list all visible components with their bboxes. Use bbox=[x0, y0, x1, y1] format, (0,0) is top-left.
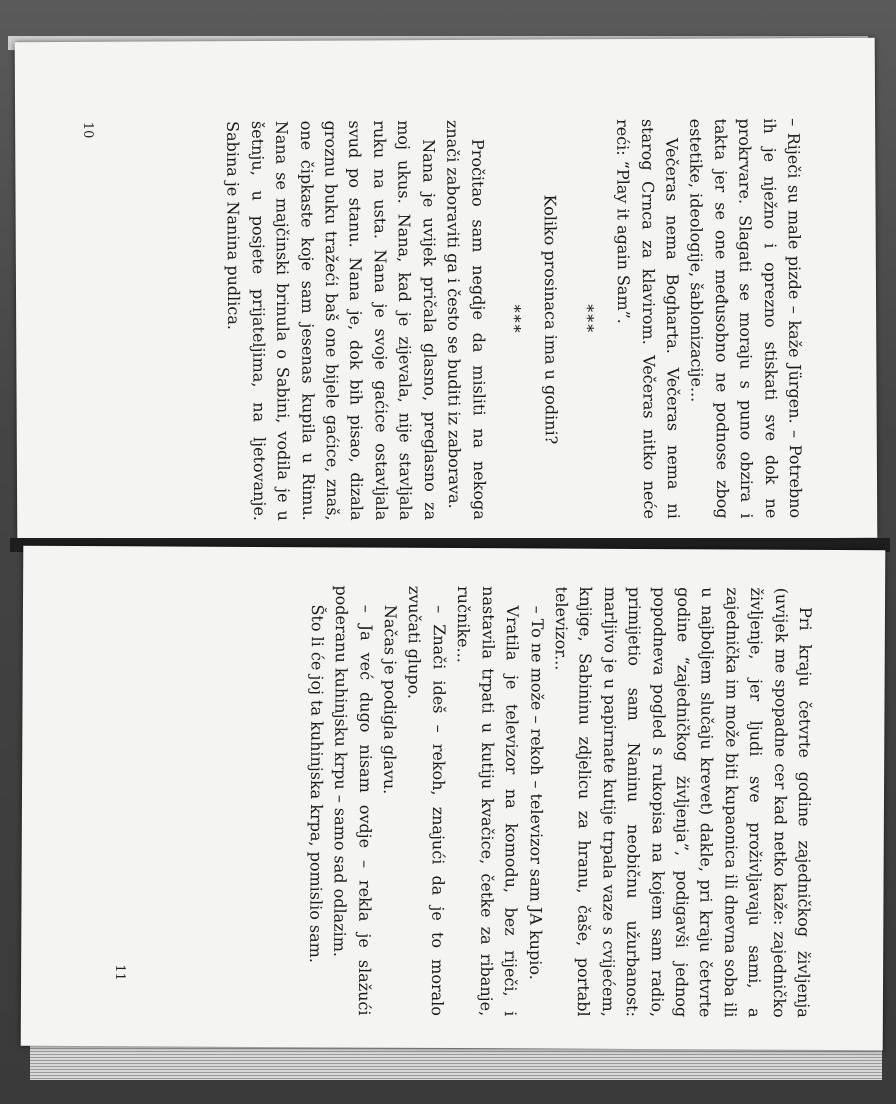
paragraph: Pročitao sam negdje da misliti na nekoga znači zaboraviti ga i često se buditi iz zaborava. bbox=[443, 119, 489, 520]
paragraph: – To ne može – rekoh – televizor sam JA kupio. bbox=[525, 605, 547, 980]
paragraph: Što li će joj ta kuhinjska krpa, pomislio sam. bbox=[306, 604, 327, 964]
page-number-left: 10 bbox=[80, 121, 96, 139]
paragraph: Koliko prosinaca ima u godini? bbox=[540, 194, 562, 445]
paragraph: – Ja već dugo nisam ovdje – rekla je slažući poderanu kuhinjsku krpu – samo sad odlazim. bbox=[330, 585, 376, 1016]
section-separator: *** bbox=[505, 304, 525, 335]
paragraph: – Znači ideš – rekoh, znajući da je to moralo zvučati glupo. bbox=[405, 585, 449, 1016]
paragraph: – Riječi su male pizde – kaže Jürgen. – Potrebno ih je nježno i oprezno stiskati sve dok ne prokrvare. Slagati se moraju s puno obzira i takta jer se one međusobno ne podnose zbog estetike, ideologije, šablonizacije... bbox=[686, 118, 806, 519]
section-separator: *** bbox=[577, 304, 597, 335]
paragraph: Načas je podigla glavu. bbox=[380, 604, 401, 795]
paragraph: Nana je uvijek pričala glasno, preglasno za moj ukus. Nana, kad je zijevala, nije stavljala ruku na usta. Nana je svoje gaćice ostavljala svud po stanu. Nana je, dok bih pisao, dizala groznu buku tražeći baš one bijele gaćice, znaš, one čipkaste koje sam jesenas kupila u Rimu. Nana se majčinski brinula o Sabini, vodila je u šetnju, u posjete prijateljima, na ljetovanje. Sabina je Nanina pudlica. bbox=[223, 120, 440, 522]
book-page-left bbox=[15, 38, 878, 542]
right-page-text bbox=[302, 585, 817, 1018]
page-number-right: 11 bbox=[112, 964, 128, 981]
paragraph: Pri kraju četvrte godine zajedničkog življenja (uvijek me spopadne cer kad netko kaže: zajedničko življenje, jer ljudi sve proživljavaju sami, a zajednička im može biti kupaonica ili dnevna soba ili u najboljem slučaju krevet) dakle, pri kraju četvrte godine “zajedničkog življenja”, podigavši jednog popodneva pogled s rukopisa na kojem sam radio, primijetio sam Naninu neobičnu užurbanost: marljivo je u papirnate kutije trpala vaze s cvijećem, knjige, Sabininu zdjelicu za hranu, čaše, portabl televizor... bbox=[551, 586, 816, 1018]
book-page-right bbox=[21, 546, 886, 1051]
paragraph: Večeras nema Bogharta. Večeras nema ni starog Crnca za klavirom. Večeras nitko neće reći: “Play it again Sam”. bbox=[613, 118, 684, 519]
paragraph: Vratila je televizor na komodu, bez riječi, i nastavila trpati u kutiju kvačice, četke za ribanje, ručnike... bbox=[454, 586, 523, 1017]
left-page-text bbox=[220, 118, 807, 521]
